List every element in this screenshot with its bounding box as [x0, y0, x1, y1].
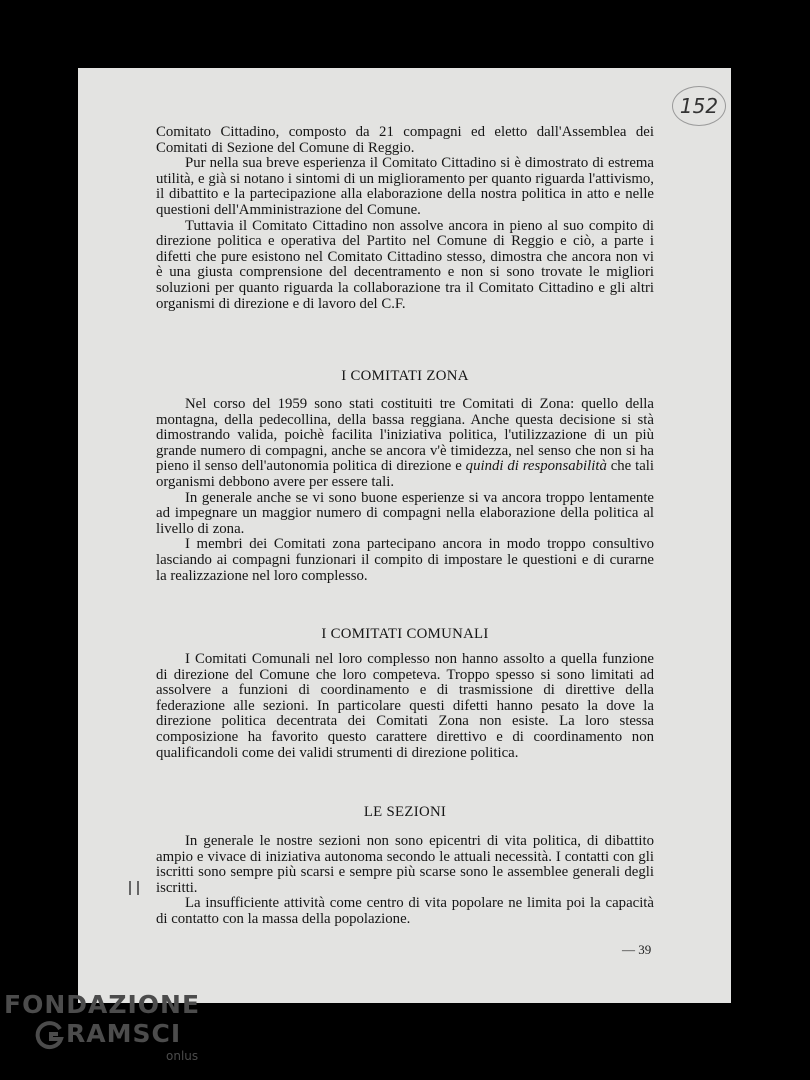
paragraph: I Comitati Comunali nel loro complesso non hanno assolto a quella funzione di direzione del Comune che loro competeva. Troppo spesso si sono limitati ad assolvere a funzioni di coordinamento e di trasmissione di direttive della federazione alle sezioni. In particolare questi difetti hanno pesato la dove la direzione politica decentrata dei Comitati Zona non esiste. La loro stessa composizione ha favorito questo carattere direttivo e di coordinamento non qualificandoli come dei validi strumenti di direzione politica. [156, 651, 654, 761]
section-heading-comitati-comunali: I COMITATI COMUNALI [321, 626, 489, 642]
paragraph: In generale le nostre sezioni non sono epicentri di vita politica, di dibattito ampio e vivace di iniziativa autonoma secondo le attuali necessità. I contatti con gli iscritti sono sempre più scarsi e sempre più scarse sono le assemblee generali degli iscritti. [156, 833, 654, 896]
gramsci-g-icon [34, 1021, 64, 1051]
paragraph: Comitato Cittadino, composto da 21 compagni ed eletto dall'Assemblea dei Comitati di Sezione del Comune di Reggio. [156, 124, 654, 156]
paragraph: La insufficiente attività come centro di vita popolare ne limita poi la capacità di contatto con la massa della popolazione. [156, 895, 654, 927]
paragraph: I membri dei Comitati zona partecipano ancora in modo troppo consultivo lasciando ai compagni funzionari il compito di impostare le questioni e di curarne la realizzazione nel loro complesso. [156, 536, 654, 584]
comitati-comunali-text-block [156, 652, 654, 761]
watermark-line2: RAMSCI [66, 1019, 182, 1048]
fondazione-gramsci-watermark [4, 990, 214, 1070]
handwritten-page-number: 152 [672, 86, 726, 126]
watermark-line1: FONDAZIONE [4, 990, 201, 1019]
intro-text-block [156, 125, 654, 312]
watermark-onlus: onlus [166, 1049, 199, 1063]
paragraph: Pur nella sua breve esperienza il Comitato Cittadino si è dimostrato di estrema utilità, e già si notano i sintomi di un miglioramento per quanto riguarda l'attivismo, il dibattito e la partecipazione alla elaborazione della nostra politica in atto e nelle questioni dell'Amministrazione del Comune. [156, 155, 654, 218]
comitati-zona-text-block [156, 397, 654, 584]
margin-mark [129, 881, 139, 895]
paragraph: In generale anche se vi sono buone esperienze si va ancora troppo lentamente ad impegnare un maggior numero di compagni nella elaborazione della politica al livello di zona. [156, 489, 654, 537]
section-heading-sezioni: LE SEZIONI [363, 804, 447, 820]
section-heading-comitati-zona: I COMITATI ZONA [341, 368, 469, 384]
paragraph: Nel corso del 1959 sono stati costituiti tre Comitati di Zona: quello della montagna, della pedecollina, della bassa reggiana. Anche questa decisione si stà dimostrando valida, poichè facilita l'iniziativa politica, l'utilizzazione di un più grande numero di compagni, anche se ancora v'è timidezza, nel senso che non si ha pieno il senso dell'autonomia politica di direzione e quindi di responsabilità che tali organismi debbono avere per essere tali. [156, 396, 654, 490]
paragraph: Tuttavia il Comitato Cittadino non assolve ancora in pieno al suo compito di direzione politica e operativa del Partito nel Comune di Reggio e ciò, a parte i difetti che pure esistono nel Comitato Cittadino stesso, dimostra che ancora non vi è una giusta comprensione del decentramento e non si sono trovate le migliori soluzioni per quanto riguarda la collaborazione tra il Comitato Cittadino e gli altri organismi di direzione e di lavoro del C.F. [156, 217, 654, 312]
sezioni-text-block [156, 834, 654, 928]
printed-page-number: — 39 [622, 942, 652, 957]
